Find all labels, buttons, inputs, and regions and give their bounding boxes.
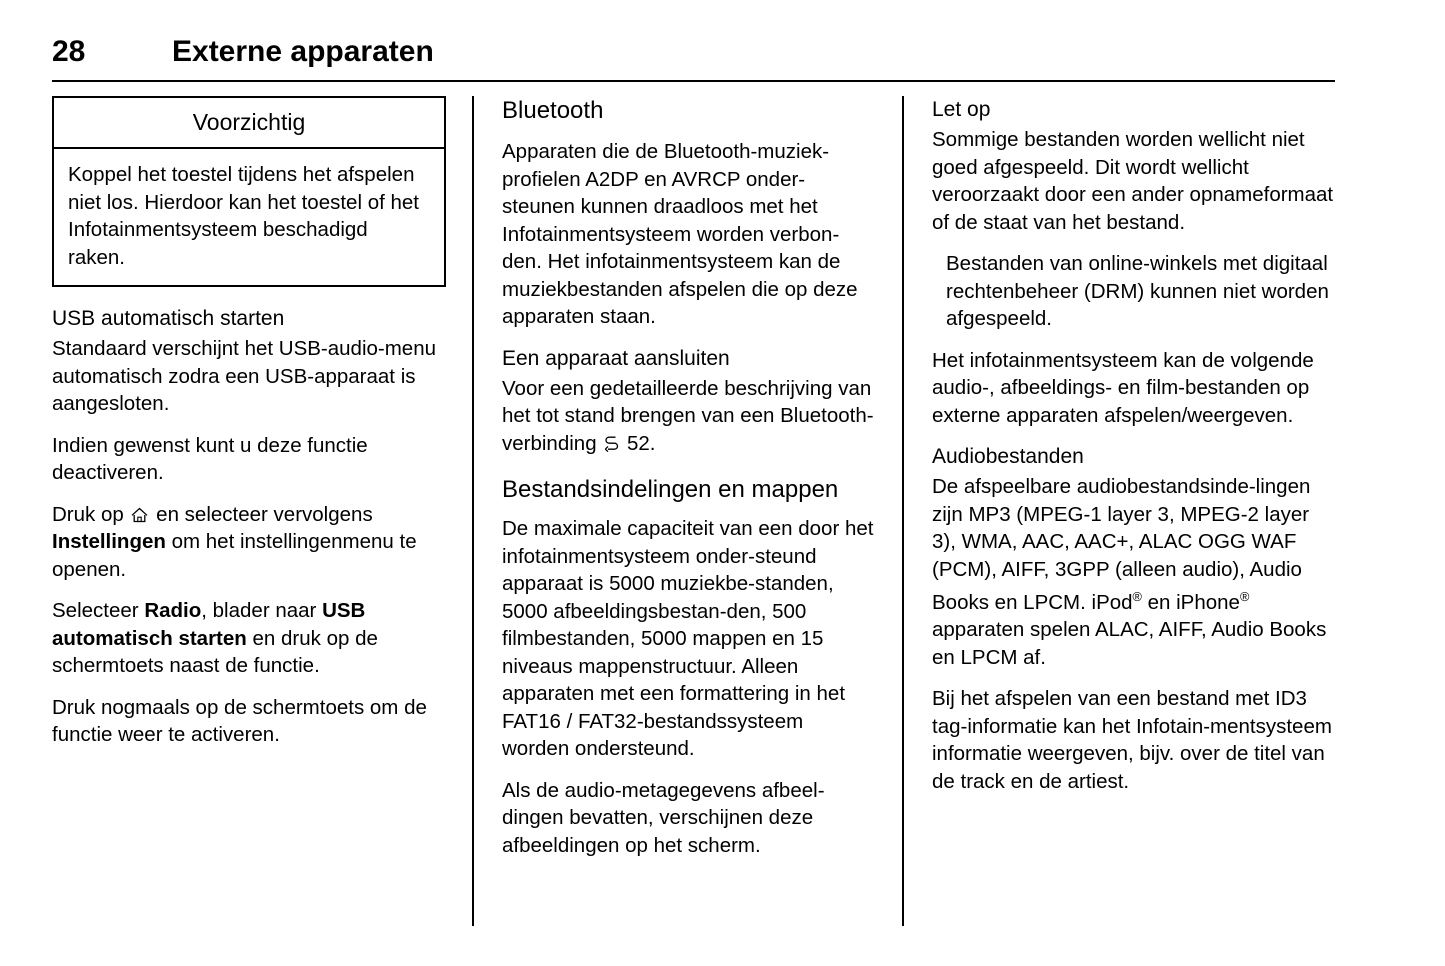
paragraph-formats-capacity: De maximale capaciteit van een door het infotainmentsysteem onder-steund apparaat is 5000 muziekbe-standen, 5000 afbeeldingsbestan-den, 500 filmbestanden, 5000 mappen en 15 niveaus mappenstructuur. Alleen apparaten met een formattering in het FAT16 / FAT32-bestandssysteem worden ondersteund. (502, 517, 874, 760)
paragraph-formats-artwork: Als de audio-metagegevens afbeel-dingen bevatten, verschijnen deze afbeeldingen op het scherm. (502, 778, 825, 857)
note-title: Let op (932, 98, 991, 121)
connect-text-a: Voor een gedetailleerde beschrijving van het tot stand brengen van een Bluetooth-verbinding (502, 376, 874, 455)
paragraph-note-drm: Bestanden van online-winkels met digitaal rechtenbeheer (DRM) kunnen niet worden afgespeeld. (946, 252, 1329, 330)
caution-box (52, 96, 446, 287)
page-title: Externe apparaten (172, 35, 434, 68)
audio-text-b: en iPhone (1141, 590, 1240, 614)
audio-text-a: De afspeelbare audiobestandsinde-lingen zijn MP3 (MPEG-1 layer 3, MPEG-2 layer 3), WMA, AAC, AAC+, ALAC OGG WAF (PCM), AIFF, 3GPP (alleen audio), Audio Books en LPCM. iPod (932, 475, 1311, 614)
connect-text-b: 52. (621, 431, 656, 455)
heading-bluetooth: Bluetooth (502, 97, 604, 124)
instruction2-bold-usb-autostart: USB automatisch starten (52, 599, 366, 650)
paragraph-bluetooth-intro: Apparaten die de Bluetooth-muziek-profielen A2DP en AVRCP onder-steunen kunnen draadloos met het Infotainmentsysteem worden verbon-den. Het infotainmentsysteem kan de muziekbestanden afspelen die op deze apparaten staan. (502, 140, 858, 328)
paragraph-connect-device (502, 375, 876, 458)
paragraph-usb-instruction-1 (52, 501, 446, 584)
page-header (52, 34, 1335, 82)
instruction2-text-b: , blader naar (201, 599, 323, 622)
paragraph-usb-instruction-2 (52, 597, 446, 680)
instruction1-text-a: Druk op (52, 502, 130, 526)
iphone-registered-mark: ® (1239, 589, 1250, 604)
subheading-connect-device: Een apparaat aansluiten (502, 346, 730, 370)
subheading-audio-files: Audiobestanden (932, 445, 1084, 468)
paragraph-id3-tags: Bij het afspelen van een bestand met ID3 tag-informatie kan het Infotain-mentsysteem informatie weergeven, bijv. over de titel van de track en de artiest. (932, 687, 1332, 793)
instruction1-bold-settings: Instellingen (52, 530, 166, 553)
section-title-usb-autostart: USB automatisch starten (52, 307, 285, 330)
home-icon (131, 503, 148, 519)
page-columns (52, 96, 1335, 926)
paragraph-audio-formats (932, 473, 1335, 671)
column-left (52, 96, 472, 926)
paragraph-usb-deactivate: Indien gewenst kunt u deze functie deactiveren. (52, 433, 368, 484)
paragraph-supported-media: Het infotainmentsysteem kan de volgende audio-, afbeeldings- en film-bestanden op externe apparaten afspelen/weergeven. (932, 348, 1314, 427)
instruction1-text-b: en selecteer vervolgens (150, 502, 373, 526)
instruction1-text-c: om het instellingenmenu te openen. (52, 530, 417, 581)
instruction2-text-a: Selecteer (52, 599, 145, 622)
instruction2-text-c: en druk op de schermtoets naast de functie. (52, 626, 378, 677)
instruction2-bold-radio: Radio (144, 599, 202, 622)
paragraph-note-playback: Sommige bestanden worden wellicht niet goed afgespeeld. Dit wordt wellicht veroorzaakt door een ander opnameformaat of de staat van het bestand. (932, 128, 1334, 234)
paragraph-usb-reactivate: Druk nogmaals op de schermtoets om de functie weer te activeren. (52, 695, 427, 746)
caution-title: Voorzichtig (54, 98, 444, 149)
reference-arrow-icon (605, 432, 619, 448)
column-middle (472, 96, 902, 926)
heading-file-formats: Bestandsindelingen en mappen (502, 476, 839, 503)
caution-body: Koppel het toestel tijdens het afspelen niet los. Hierdoor kan het toestel of het Infotainmentsysteem beschadigd raken. (68, 163, 419, 269)
column-right (902, 96, 1335, 926)
ipod-registered-mark: ® (1132, 589, 1142, 604)
paragraph-usb-default: Standaard verschijnt het USB-audio-menu automatisch zodra een USB-apparaat is aangesloten. (52, 337, 437, 415)
page-number: 28 (52, 35, 86, 68)
audio-text-c: apparaten spelen ALAC, AIFF, Audio Books en LPCM af. (932, 618, 1327, 669)
